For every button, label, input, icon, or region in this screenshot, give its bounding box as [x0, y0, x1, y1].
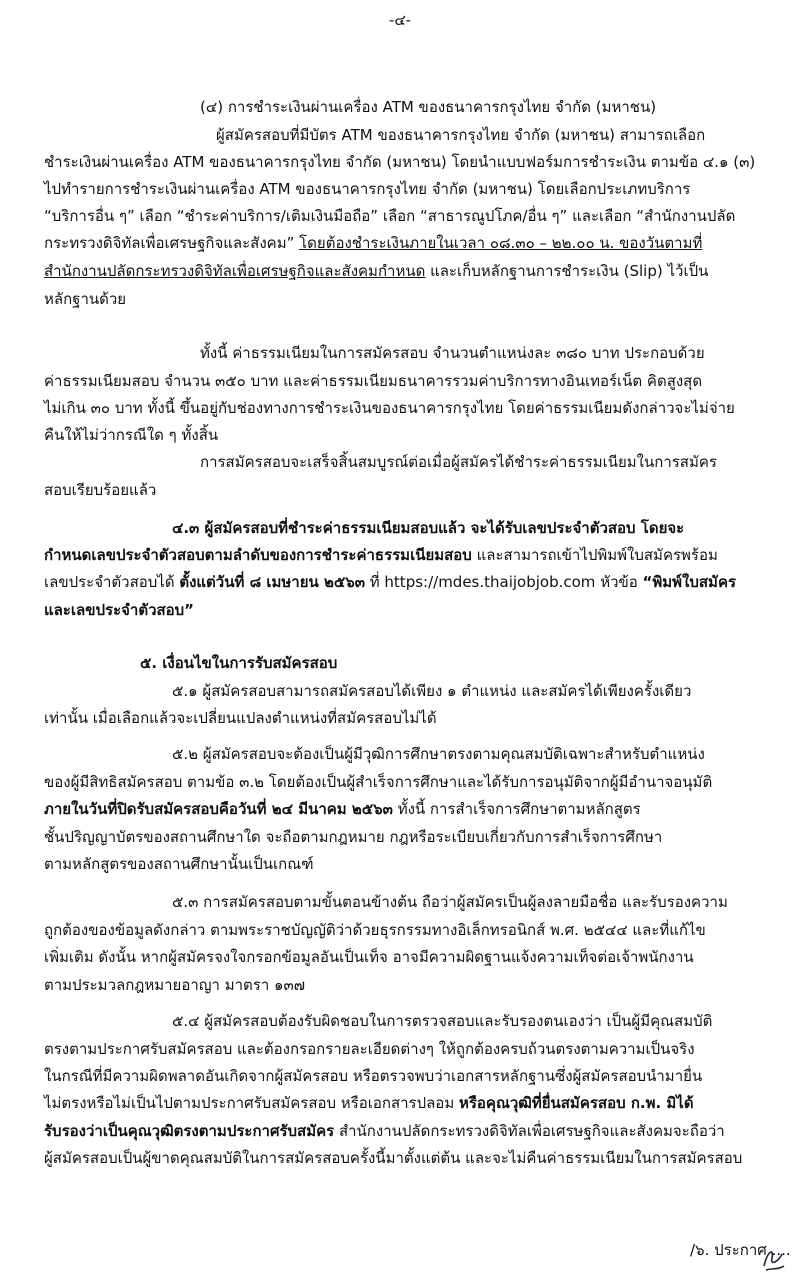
- clause-5-2-line-5: ตามหลักสูตรของสถานศึกษานั้นเป็นเกณฑ์: [44, 855, 314, 873]
- clause-4-3-url: ที่ https://mdes.thaijobjob.com หัวข้อ: [365, 573, 643, 591]
- clause-5-2-line-4: ชั้นปริญญาบัตรของสถานศึกษาใด จะถือตามกฎหมาย กฎหรือระเบียบเกี่ยวกับการสำเร็จการศึกษา: [44, 828, 663, 846]
- page-number: -๔-: [388, 11, 412, 29]
- clause-4-3-line-2-text: และสามารถเข้าไปพิมพ์ใบสมัครพร้อม: [471, 546, 718, 564]
- clause-5-1-line-2: เท่านั้น เมื่อเลือกแล้วจะเปลี่ยนแปลงตำแหน่งที่สมัครสอบไม่ได้: [44, 709, 437, 727]
- atm-line-7: หลักฐานด้วย: [44, 290, 127, 308]
- continuation-footer: /๖. ประกาศ ....: [690, 1241, 791, 1259]
- done-line-1: การสมัครสอบจะเสร็จสิ้นสมบูรณ์ต่อเมื่อผู้สมัครได้ชำระค่าธรรมเนียมในการสมัคร: [200, 453, 717, 471]
- clause-5-4-line-1: ๕.๔ ผู้สมัครสอบต้องรับผิดชอบในการตรวจสอบและรับรองตนเองว่า เป็นผู้มีคุณสมบัติ: [172, 1012, 713, 1030]
- clause-5-2-deadline: ภายในวันที่ปิดรับสมัครสอบคือวันที่ ๒๔ มีนาคม ๒๕๖๓: [44, 800, 393, 818]
- fee-line-2: ค่าธรรมเนียมสอบ จำนวน ๓๕๐ บาท และค่าธรรมเนียมธนาคารรวมค่าบริการทางอินเทอร์เน็ต คิดสูงสุด: [44, 372, 703, 390]
- clause-5-2-line-3: [44, 796, 780, 824]
- clause-5-4-bold-b: รับรองว่าเป็นคุณวุฒิตรงตามประกาศรับสมัคร: [44, 1122, 335, 1140]
- clause-5-3-line-2: ถูกต้องของข้อมูลดังกล่าว ตามพระราชบัญญัติว่าด้วยธุรกรรมทางอิเล็กทรอนิกส์ พ.ศ. ๒๕๔๔ และที่แก้ไข: [44, 921, 706, 939]
- clause-4-3-topic: “พิมพ์ใบสมัคร: [642, 573, 737, 591]
- clause-5-4-line-6: ผู้สมัครสอบเป็นผู้ขาดคุณสมบัติในการสมัครสอบครั้งนี้มาตั้งแต่ต้น และจะไม่คืนค่าธรรมเนียมในการสมัครสอบ: [44, 1149, 743, 1167]
- done-line-2: สอบเรียบร้อยแล้ว: [44, 481, 157, 499]
- fee-line-3: ไม่เกิน ๓๐ บาท ทั้งนี้ ขึ้นอยู่กับช่องทางการชำระเงินของธนาคารกรุงไทย โดยค่าธรรมเนียมดังกล่าวจะไม่จ่าย: [44, 399, 735, 417]
- clause-5-1-line-1: ๕.๑ ผู้สมัครสอบสามารถสมัครสอบได้เพียง ๑ ตำแหน่ง และสมัครได้เพียงครั้งเดียว: [172, 682, 692, 700]
- clause-4-3-line-2: [44, 542, 780, 570]
- atm-line-4: “บริการอื่น ๆ” เลือก “ชำระค่าบริการ/เติมเงินมือถือ” เลือก “สาธารณูปโภค/อื่น ๆ” และเลือก “สำนักงานปลัด: [44, 207, 736, 225]
- clause-5-2-line-2: ของผู้มีสิทธิสมัครสอบ ตามข้อ ๓.๒ โดยต้องเป็นผู้สำเร็จการศึกษาและได้รับการอนุมัติจากผู้มีอำนาจอนุมัติ: [44, 773, 713, 791]
- atm-line-5: [44, 230, 780, 258]
- atm-line-6: [44, 258, 780, 286]
- fee-line-4: คืนให้ไม่ว่ากรณีใด ๆ ทั้งสิ้น: [44, 426, 219, 444]
- clause-5-3-line-4: ตามประมวลกฎหมายอาญา มาตรา ๑๓๗: [44, 976, 306, 994]
- atm-line-3: ไปทำรายการชำระเงินผ่านเครื่อง ATM ของธนาคารกรุงไทย จำกัด (มหาชน) โดยเลือกประเภทบริการ: [44, 180, 691, 198]
- clause-5-2-line-3-text: ทั้งนี้ การสำเร็จการศึกษาตามหลักสูตร: [392, 800, 641, 818]
- clause-5-4-bold-a: หรือคุณวุฒิที่ยื่นสมัครสอบ ก.พ. มิได้: [458, 1094, 694, 1112]
- clause-5-4-line-2: ตรงตามประกาศรับสมัครสอบ และต้องกรอกรายละเอียดต่างๆ ให้ถูกต้องครบถ้วนตรงตามความเป็นจริง: [44, 1040, 695, 1058]
- atm-payment-time: โดยต้องชำระเงินภายในเวลา ๐๘.๓๐ – ๒๒.๐๐ น. ของวันตามที่: [299, 234, 703, 252]
- clause-4-3-line-3: [44, 569, 780, 597]
- section-5-heading: ๕. เงื่อนไขในการรับสมัครสอบ: [140, 654, 338, 672]
- initial-signature-icon: [760, 1244, 788, 1274]
- clause-4-3-line-1: ๔.๓ ผู้สมัครสอบที่ชำระค่าธรรมเนียมสอบแล้ว จะได้รับเลขประจำตัวสอบ โดยจะ: [172, 519, 685, 537]
- clause-4-3-date: ตั้งแต่วันที่ ๘ เมษายน ๒๕๖๓: [179, 573, 365, 591]
- atm-line-1: ผู้สมัครสอบที่มีบัตร ATM ของธนาคารกรุงไทย จำกัด (มหาชน) สามารถเลือก: [216, 126, 706, 144]
- clause-4-3-line-4: และเลขประจำตัวสอบ”: [44, 601, 195, 619]
- clause-4-3-line-3-text: เลขประจำตัวสอบได้: [44, 573, 180, 591]
- atm-line-2: ชำระเงินผ่านเครื่อง ATM ของธนาคารกรุงไทย จำกัด (มหาชน) โดยนำแบบฟอร์มการชำระเงิน ตามข้อ ๔.๑ (๓): [44, 153, 756, 171]
- clause-5-3-line-1: ๕.๓ การสมัครสอบตามขั้นตอนข้างต้น ถือว่าผู้สมัครเป็นผู้ลงลายมือชื่อ และรับรองความ: [172, 893, 728, 911]
- clause-5-4-line-5: [44, 1118, 780, 1146]
- clause-5-2-line-1: ๕.๒ ผู้สมัครสอบจะต้องเป็นผู้มีวุฒิการศึกษาตรงตามคุณสมบัติเฉพาะสำหรับตำแหน่ง: [172, 745, 705, 763]
- fee-line-1: ทั้งนี้ ค่าธรรมเนียมในการสมัครสอบ จำนวนตำแหน่งละ ๓๘๐ บาท ประกอบด้วย: [200, 344, 705, 362]
- clause-5-3-line-3: เพิ่มเติม ดังนั้น หากผู้สมัครจงใจกรอกข้อมูลอันเป็นเท็จ อาจมีความผิดฐานแจ้งความเท็จต่อเจ้าพนักงาน: [44, 948, 694, 966]
- atm-heading: (๔) การชำระเงินผ่านเครื่อง ATM ของธนาคารกรุงไทย จำกัด (มหาชน): [200, 98, 657, 116]
- clause-5-4-line-3: ในกรณีที่มีความผิดพลาดอันเกิดจากผู้สมัครสอบ หรือตรวจพบว่าเอกสารหลักฐานซึ่งผู้สมัครสอบนำมายื่น: [44, 1067, 703, 1085]
- clause-4-3-bold: กำหนดเลขประจำตัวสอบตามลำดับของการชำระค่าธรรมเนียมสอบ: [44, 546, 472, 564]
- atm-line-6-text: และเก็บหลักฐานการชำระเงิน (Slip) ไว้เป็น: [425, 262, 709, 280]
- clause-5-4-line-4-text: ไม่ตรงหรือไม่เป็นไปตามประกาศรับสมัครสอบ หรือเอกสารปลอม: [44, 1094, 459, 1112]
- atm-office-underlined: สำนักงานปลัดกระทรวงดิจิทัลเพื่อเศรษฐกิจและสังคมกำหนด: [44, 262, 426, 280]
- atm-line-5-text: กระทรวงดิจิทัลเพื่อเศรษฐกิจและสังคม”: [44, 234, 300, 252]
- clause-5-4-line-4: [44, 1090, 780, 1118]
- clause-5-4-line-5-text: สำนักงานปลัดกระทรวงดิจิทัลเพื่อเศรษฐกิจและสังคมจะถือว่า: [334, 1122, 725, 1140]
